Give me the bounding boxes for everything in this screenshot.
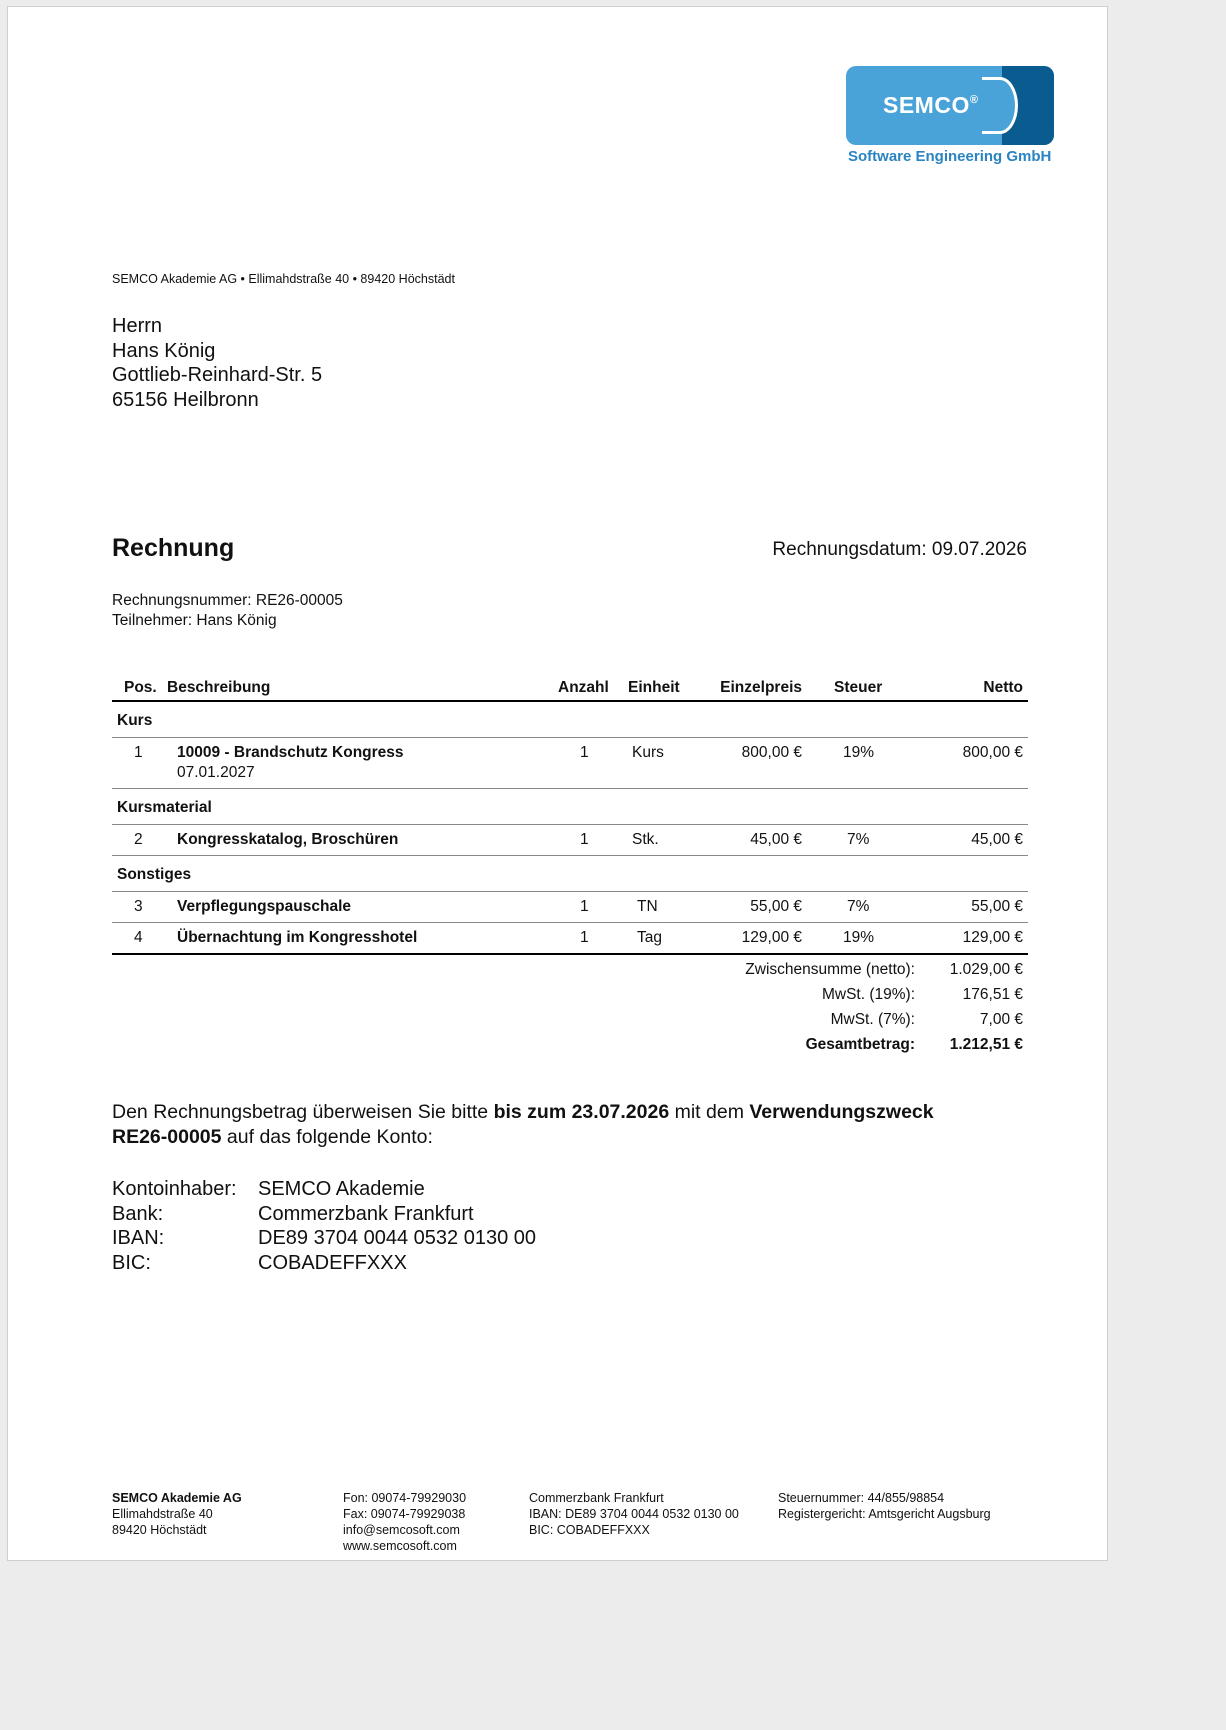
logo-subtitle: Software Engineering GmbH (848, 148, 1052, 165)
table-row (112, 923, 1028, 955)
invoice-meta (112, 591, 343, 631)
footer-line: IBAN: DE89 3704 0044 0532 0130 00 (529, 1507, 739, 1521)
table-header (112, 679, 1028, 702)
row-price: 55,00 € (750, 898, 802, 915)
invoice-date: Rechnungsdatum: 09.07.2026 (772, 539, 1027, 560)
row-desc: Verpflegungspauschale (177, 898, 351, 915)
header-desc: Beschreibung (167, 679, 271, 696)
row-price: 129,00 € (741, 929, 802, 946)
footer-company-name-text: SEMCO Akademie AG (112, 1491, 242, 1505)
recipient-address (112, 314, 322, 412)
row-tax: 19% (843, 744, 875, 761)
row-pos: 4 (134, 929, 143, 946)
header-unit: Einheit (628, 679, 680, 696)
invoice-number: Rechnungsnummer: RE26-00005 (112, 592, 343, 609)
bank-row (112, 1202, 536, 1227)
recipient-line: Gottlieb-Reinhard-Str. 5 (112, 364, 323, 386)
row-net: 45,00 € (971, 831, 1023, 848)
total-value: 176,51 € (962, 986, 1023, 1003)
footer-line: www.semcosoft.com (343, 1539, 457, 1553)
totals-block (112, 961, 1028, 1061)
row-pos: 1 (134, 744, 143, 761)
row-qty: 1 (580, 744, 589, 761)
footer-company (112, 1490, 242, 1538)
row-desc: Kongresskatalog, Broschüren (177, 831, 399, 848)
row-unit: Stk. (632, 831, 659, 848)
bank-value: DE89 3704 0044 0532 0130 00 (258, 1227, 537, 1249)
total-row (112, 1011, 1028, 1036)
recipient-line: Herrn (112, 315, 163, 337)
footer-line: 89420 Höchstädt (112, 1523, 207, 1537)
table-row (112, 825, 1028, 856)
semco-logo (846, 66, 1054, 145)
bank-value: COBADEFFXXX (258, 1251, 407, 1274)
row-qty: 1 (580, 831, 589, 848)
footer-contact (343, 1490, 466, 1554)
grand-total-label: Gesamtbetrag: (805, 1036, 915, 1053)
bank-label: Bank: (112, 1202, 164, 1225)
invoice-page (7, 6, 1108, 1561)
footer-tax (778, 1490, 991, 1522)
bank-row (112, 1226, 536, 1251)
participant: Teilnehmer: Hans König (112, 612, 277, 629)
category-label: Sonstiges (117, 866, 192, 883)
bank-value: SEMCO Akademie (258, 1178, 425, 1200)
category-label: Kursmaterial (117, 799, 212, 816)
row-qty: 1 (580, 898, 589, 915)
row-qty: 1 (580, 929, 589, 946)
bank-value: Commerzbank Frankfurt (258, 1202, 474, 1225)
bank-row (112, 1177, 536, 1202)
table-row (112, 892, 1028, 923)
footer-bank (529, 1490, 739, 1538)
payment-deadline: bis zum 23.07.2026 (493, 1101, 670, 1123)
document-title: Rechnung (112, 534, 235, 562)
row-net: 55,00 € (971, 898, 1023, 915)
row-pos: 3 (134, 898, 143, 915)
footer-company-name (112, 1490, 242, 1506)
bank-label: BIC: (112, 1251, 151, 1274)
row-net: 800,00 € (962, 744, 1023, 761)
footer-line: Fon: 09074-79929030 (343, 1491, 467, 1505)
row-price: 45,00 € (750, 831, 802, 848)
category-row (112, 789, 1028, 825)
row-unit: TN (637, 898, 658, 915)
header-qty: Anzahl (558, 679, 609, 696)
row-net: 129,00 € (962, 929, 1023, 946)
footer-line: Steuernummer: 44/855/98854 (778, 1491, 945, 1505)
bank-label: IBAN: (112, 1227, 165, 1249)
table-row (112, 738, 1028, 789)
grand-total-row (112, 1036, 1028, 1061)
bank-details (112, 1177, 536, 1275)
footer-line: Ellimahdstraße 40 (112, 1507, 213, 1521)
recipient-line: Hans König (112, 339, 216, 362)
footer-line: Fax: 09074-79929038 (343, 1507, 466, 1521)
row-tax: 7% (847, 831, 870, 848)
sender-line: SEMCO Akademie AG • Ellimahdstraße 40 • 89420 Höchstädt (112, 272, 455, 286)
total-value: 1.029,00 € (949, 961, 1023, 978)
footer-line: Registergericht: Amtsgericht Augsburg (778, 1507, 991, 1521)
footer-line: Commerzbank Frankfurt (529, 1491, 664, 1505)
header-net: Netto (983, 679, 1023, 696)
total-label: MwSt. (19%): (821, 986, 915, 1003)
row-tax: 7% (847, 898, 870, 915)
row-desc: Übernachtung im Kongresshotel (177, 929, 418, 946)
header-pos: Pos. (124, 679, 157, 696)
bank-label: Kontoinhaber: (112, 1178, 237, 1200)
line-items-table (112, 679, 1028, 955)
category-row (112, 856, 1028, 892)
payment-instructions (112, 1100, 992, 1149)
header-tax: Steuer (834, 679, 883, 696)
row-desc: 10009 - Brandschutz Kongress (177, 744, 404, 761)
logo-brand: SEMCO® (883, 92, 979, 118)
recipient-line: 65156 Heilbronn (112, 388, 259, 411)
payment-text: auf das folgende Konto: (221, 1125, 433, 1148)
payment-reference: Verwendungszweck RE26-00005 (112, 1101, 934, 1148)
grand-total-value: 1.212,51 € (949, 1036, 1023, 1053)
total-row (112, 961, 1028, 986)
row-pos: 2 (134, 831, 143, 848)
row-price: 800,00 € (741, 744, 802, 761)
row-subdesc: 07.01.2027 (177, 764, 255, 781)
total-row (112, 986, 1028, 1011)
total-label: MwSt. (7%): (830, 1011, 915, 1028)
footer-line: info@semcosoft.com (343, 1523, 460, 1537)
row-tax: 19% (843, 929, 875, 946)
total-value: 7,00 € (979, 1011, 1023, 1028)
logo-notch (982, 77, 1018, 134)
header-price: Einzelpreis (720, 679, 802, 696)
payment-text: Den Rechnungsbetrag überweisen Sie bitte (112, 1101, 494, 1123)
bank-row (112, 1251, 536, 1276)
payment-text: mit dem (669, 1101, 750, 1123)
category-label: Kurs (117, 712, 153, 729)
total-label: Zwischensumme (netto): (745, 961, 915, 978)
row-unit: Tag (637, 929, 662, 946)
footer-line: BIC: COBADEFFXXX (529, 1523, 650, 1537)
category-row (112, 702, 1028, 738)
row-unit: Kurs (632, 744, 664, 761)
